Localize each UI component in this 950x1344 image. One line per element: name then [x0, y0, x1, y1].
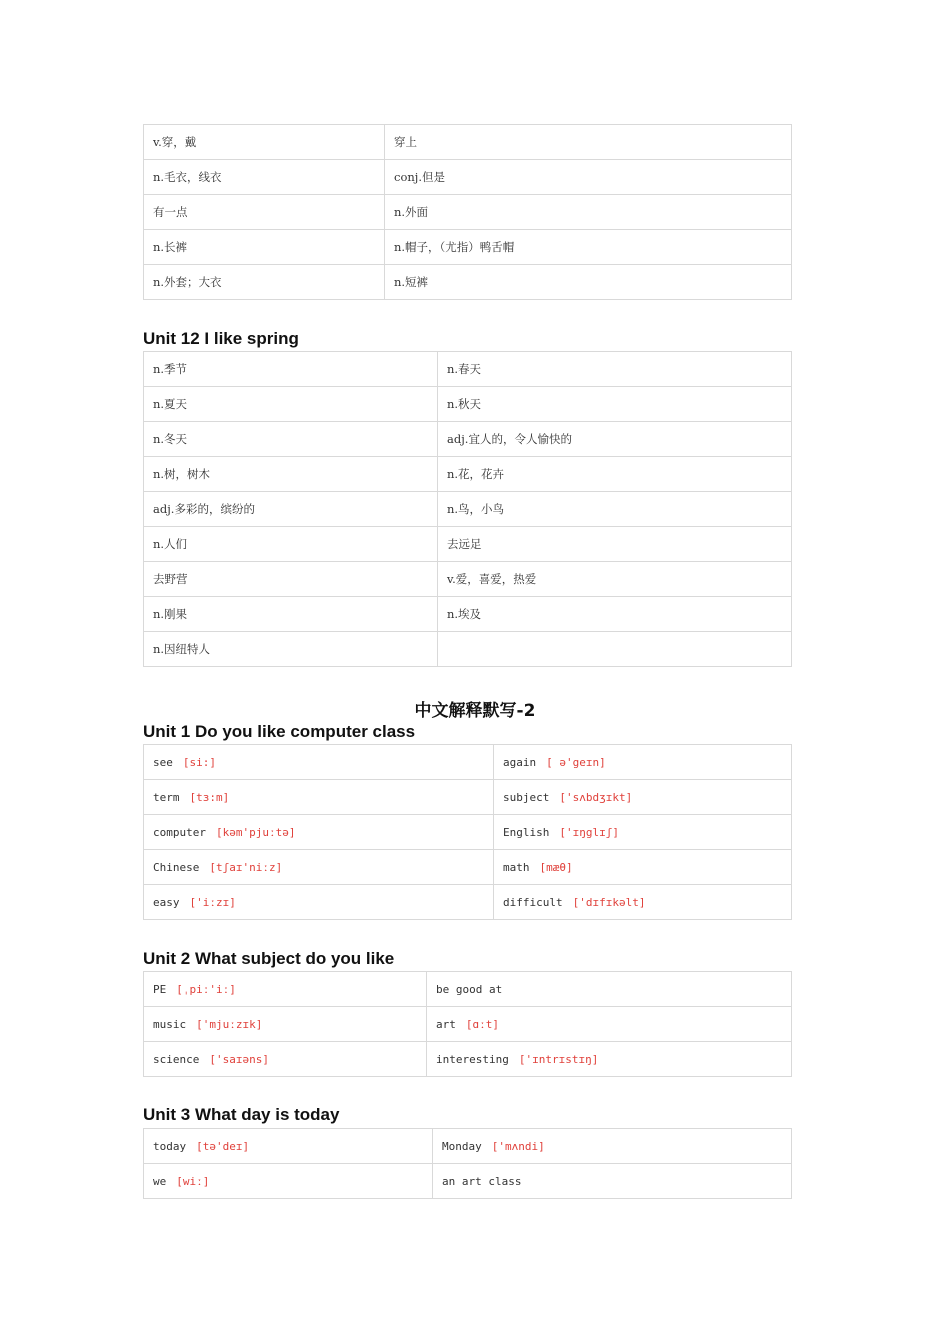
cell-cn: n.花，花卉	[438, 457, 792, 492]
vocab-table-unit-2	[143, 971, 792, 1077]
cell-word	[494, 745, 792, 780]
vocab-table-clothes	[143, 124, 792, 300]
phonetic: ['dɪfɪkəlt]	[572, 896, 646, 909]
cell-cn: n.长裤	[144, 230, 385, 265]
cell-cn: n.人们	[144, 527, 438, 562]
table-row	[144, 265, 792, 300]
word: art	[436, 1018, 456, 1031]
word: Monday	[442, 1140, 482, 1153]
word: science	[153, 1053, 200, 1066]
cell-cn: n.外套；大衣	[144, 265, 385, 300]
cell-word	[427, 1042, 792, 1077]
word: see	[153, 756, 173, 769]
cell-cn: n.树，树木	[144, 457, 438, 492]
table-row	[144, 1164, 792, 1199]
vocab-table-unit-3	[143, 1128, 792, 1199]
word: interesting	[436, 1053, 509, 1066]
phonetic: ['iːzɪ]	[189, 896, 236, 909]
cell-cn: n.毛衣，线衣	[144, 160, 385, 195]
cell-word	[144, 1007, 427, 1042]
phonetic: [tʃaɪ'niːz]	[209, 861, 283, 874]
cell-word	[144, 1129, 433, 1164]
table-row	[144, 230, 792, 265]
table-row	[144, 160, 792, 195]
cell-word	[144, 850, 494, 885]
cell-word	[144, 745, 494, 780]
cell-cn: n.帽子，（尤指）鸭舌帽	[385, 230, 792, 265]
unit-12-heading: Unit 12 I like spring	[143, 329, 299, 348]
phonetic: ['ɪntrɪstɪŋ]	[518, 1053, 599, 1066]
cell-cn: n.刚果	[144, 597, 438, 632]
phonetic: [ˌpiː'iː]	[176, 983, 236, 996]
cell-cn: n.冬天	[144, 422, 438, 457]
table-row	[144, 422, 792, 457]
phonetic: ['mjuːzɪk]	[196, 1018, 263, 1031]
phonetic: ['saɪəns]	[209, 1053, 269, 1066]
word: subject	[503, 791, 550, 804]
cell-cn: 去野营	[144, 562, 438, 597]
table-row	[144, 387, 792, 422]
phonetic: [kəm'pjuːtə]	[215, 826, 296, 839]
cell-word	[433, 1164, 792, 1199]
phonetic: [mæθ]	[539, 861, 573, 874]
vocab-table-unit-1	[143, 744, 792, 920]
table-row	[144, 745, 792, 780]
word: today	[153, 1140, 187, 1153]
table-row	[144, 1042, 792, 1077]
word: again	[503, 756, 537, 769]
table-row	[144, 972, 792, 1007]
cell-cn	[438, 632, 792, 667]
word: Chinese	[153, 861, 200, 874]
cell-word	[144, 1042, 427, 1077]
table-row	[144, 1129, 792, 1164]
cell-word	[427, 972, 792, 1007]
vocab-table-unit-12	[143, 351, 792, 667]
word: music	[153, 1018, 187, 1031]
table-row	[144, 632, 792, 667]
cell-cn: 去远足	[438, 527, 792, 562]
cell-word	[144, 972, 427, 1007]
phonetic: [si:]	[182, 756, 216, 769]
table-row	[144, 492, 792, 527]
section-title: 中文解释默写-2	[414, 701, 536, 721]
cell-cn: 穿上	[385, 125, 792, 160]
cell-word	[427, 1007, 792, 1042]
phonetic: ['sʌbdʒɪkt]	[559, 791, 633, 804]
word: English	[503, 826, 550, 839]
word: term	[153, 791, 180, 804]
phonetic: [ ə'geɪn]	[546, 756, 606, 769]
table-row	[144, 457, 792, 492]
word: computer	[153, 826, 206, 839]
phonetic: ['mʌndi]	[491, 1140, 545, 1153]
unit-1-heading: Unit 1 Do you like computer class	[143, 722, 416, 741]
table-row	[144, 850, 792, 885]
phonetic: [tə'deɪ]	[196, 1140, 250, 1153]
word: an art class	[442, 1175, 522, 1188]
table-row	[144, 125, 792, 160]
cell-cn: n.鸟，小鸟	[438, 492, 792, 527]
cell-word	[433, 1129, 792, 1164]
cell-word	[144, 815, 494, 850]
phonetic: [tɜ:m]	[189, 791, 230, 804]
cell-cn: v.穿，戴	[144, 125, 385, 160]
cell-word	[494, 850, 792, 885]
table-row	[144, 195, 792, 230]
cell-cn: adj.宜人的，令人愉快的	[438, 422, 792, 457]
cell-word	[144, 780, 494, 815]
cell-cn: conj.但是	[385, 160, 792, 195]
word: difficult	[503, 896, 563, 909]
cell-cn: n.春天	[438, 352, 792, 387]
word: be good at	[436, 983, 503, 996]
cell-word	[494, 815, 792, 850]
cell-word	[494, 885, 792, 920]
table-row	[144, 527, 792, 562]
cell-cn: v.爱，喜爱，热爱	[438, 562, 792, 597]
word: PE	[153, 983, 167, 996]
cell-cn: n.外面	[385, 195, 792, 230]
cell-word	[144, 1164, 433, 1199]
table-row	[144, 562, 792, 597]
cell-cn: n.夏天	[144, 387, 438, 422]
table-row	[144, 1007, 792, 1042]
cell-cn: n.埃及	[438, 597, 792, 632]
cell-cn: n.因纽特人	[144, 632, 438, 667]
unit-3-heading: Unit 3 What day is today	[143, 1105, 340, 1124]
cell-word	[144, 885, 494, 920]
table-row	[144, 815, 792, 850]
table-row	[144, 597, 792, 632]
table-row	[144, 780, 792, 815]
phonetic: ['ɪŋglɪʃ]	[559, 826, 619, 839]
cell-cn: adj.多彩的，缤纷的	[144, 492, 438, 527]
phonetic: [ɑːt]	[465, 1018, 499, 1031]
cell-cn: n.短裤	[385, 265, 792, 300]
table-row	[144, 885, 792, 920]
cell-cn: 有一点	[144, 195, 385, 230]
cell-cn: n.秋天	[438, 387, 792, 422]
word: we	[153, 1175, 167, 1188]
unit-2-heading: Unit 2 What subject do you like	[143, 949, 395, 968]
phonetic: [wiː]	[176, 1175, 210, 1188]
cell-cn: n.季节	[144, 352, 438, 387]
cell-word	[494, 780, 792, 815]
word: easy	[153, 896, 180, 909]
word: math	[503, 861, 530, 874]
table-row	[144, 352, 792, 387]
